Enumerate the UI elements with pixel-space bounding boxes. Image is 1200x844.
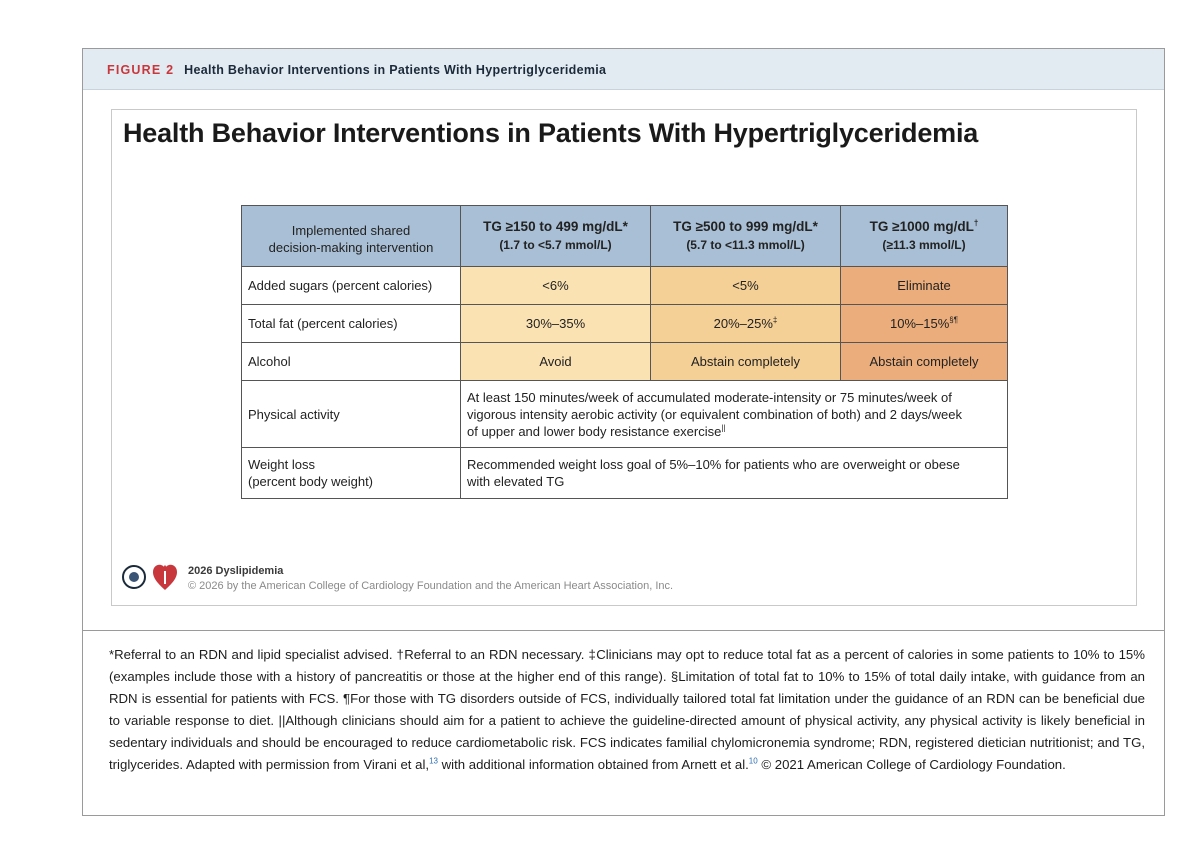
figure-number: FIGURE 2 bbox=[107, 63, 175, 77]
row-label-activity: Physical activity bbox=[242, 381, 461, 448]
weight-line1: Recommended weight loss goal of 5%–10% for patients who are overweight or obese bbox=[467, 457, 960, 472]
header-tier3-mmol: (≥11.3 mmol/L) bbox=[882, 238, 966, 252]
row-label-weight bbox=[242, 448, 461, 499]
header-tier3 bbox=[841, 206, 1008, 267]
cell-fat-tier3 bbox=[841, 305, 1008, 343]
header-tier1-mmol: (1.7 to <5.7 mmol/L) bbox=[499, 238, 612, 252]
row-label-alcohol: Alcohol bbox=[242, 343, 461, 381]
footnotes-text-part2: with additional information obtained from Arnett et al. bbox=[437, 757, 749, 772]
acc-seal-logo-icon bbox=[122, 565, 146, 589]
cell-fat-tier2-value: 20%–25% bbox=[713, 316, 773, 331]
cell-sugars-tier1: <6% bbox=[461, 267, 651, 305]
table-header-row bbox=[242, 206, 1008, 267]
row-label-sugars: Added sugars (percent calories) bbox=[242, 267, 461, 305]
reference-13-link[interactable]: 13 bbox=[429, 756, 438, 766]
activity-footnote-mark: || bbox=[721, 423, 726, 433]
table-row bbox=[242, 305, 1008, 343]
weight-label-line2: (percent body weight) bbox=[248, 474, 374, 489]
figure-panel bbox=[111, 109, 1137, 606]
row-label-fat: Total fat (percent calories) bbox=[242, 305, 461, 343]
figure-label bbox=[107, 63, 606, 77]
cell-fat-tier3-mark: §¶ bbox=[949, 315, 959, 325]
table-row bbox=[242, 343, 1008, 381]
table-row bbox=[242, 267, 1008, 305]
reference-10-link[interactable]: 10 bbox=[748, 756, 758, 766]
header-tier2-mmol: (5.7 to <11.3 mmol/L) bbox=[686, 238, 805, 252]
table-row bbox=[242, 381, 1008, 448]
header-tier1-range: TG ≥150 to 499 mg/dL* bbox=[483, 219, 628, 234]
cell-sugars-tier2: <5% bbox=[651, 267, 841, 305]
interventions-table bbox=[241, 205, 1008, 499]
weight-line2: with elevated TG bbox=[467, 474, 565, 489]
cell-sugars-tier3: Eliminate bbox=[841, 267, 1008, 305]
footnotes-text-part1: *Referral to an RDN and lipid specialist advised. †Referral to an RDN necessary. ‡Clinicians may opt to reduce total fat as a percent of calories in some patients to 10% to 15% (examples include those with a history of pancreatitis or those at the higher end of this range). §Limitation of total fat to 10% to 15% of total daily intake, with guidance from an RDN is essential for patients with FCS. ¶For those with TG disorders outside of FCS, individually tailored total fat limitation under the guidance of an RDN can be beneficial due to variable response to diet. ||Although clinicians should aim for a patient to achieve the guideline-directed amount of physical activity, any physical activity is likely beneficial in sedentary individuals and should be encouraged to reduce cardiometabolic risk. FCS indicates familial chylomicronemia syndrome; RDN, registered dietician nutritionist; and TG, triglycerides. Adapted with permission from Virani et al, bbox=[109, 647, 1145, 772]
header-tier2-range: TG ≥500 to 999 mg/dL* bbox=[673, 219, 818, 234]
header-tier1 bbox=[461, 206, 651, 267]
figure-frame bbox=[82, 48, 1165, 816]
activity-line2: vigorous intensity aerobic activity (or equivalent combination of both) and 2 days/week bbox=[467, 406, 962, 422]
cell-fat-tier2 bbox=[651, 305, 841, 343]
cell-weight-text bbox=[461, 448, 1008, 499]
activity-line1: At least 150 minutes/week of accumulated moderate-intensity or 75 minutes/week of bbox=[467, 389, 952, 405]
header-tier3-footnote-mark: † bbox=[973, 218, 979, 228]
cell-alcohol-tier3: Abstain completely bbox=[841, 343, 1008, 381]
figure-header-bar bbox=[83, 49, 1164, 90]
header-tier2 bbox=[651, 206, 841, 267]
cell-fat-tier3-value: 10%–15% bbox=[889, 316, 950, 331]
activity-line3: of upper and lower body resistance exercise bbox=[467, 423, 722, 439]
weight-label-line1: Weight loss bbox=[248, 457, 315, 472]
figure-caption-title: Health Behavior Interventions in Patients With Hypertriglyceridemia bbox=[184, 63, 607, 77]
aha-heart-torch-logo-icon bbox=[152, 562, 178, 592]
header-tier3-range: TG ≥1000 mg/dL bbox=[869, 219, 974, 234]
table-row bbox=[242, 448, 1008, 499]
cell-alcohol-tier1: Avoid bbox=[461, 343, 651, 381]
header-intervention-line2: decision-making intervention bbox=[268, 239, 434, 255]
header-intervention bbox=[242, 206, 461, 267]
figure-footnotes bbox=[109, 644, 1145, 776]
cell-fat-tier2-mark: ‡ bbox=[772, 315, 778, 325]
credit-title: 2026 Dyslipidemia bbox=[188, 565, 284, 577]
cell-activity-text bbox=[461, 381, 1008, 448]
header-intervention-line1: Implemented shared bbox=[291, 222, 411, 238]
cell-fat-tier1: 30%–35% bbox=[461, 305, 651, 343]
credit-copyright: © 2026 by the American College of Cardiology Foundation and the American Heart Association, Inc. bbox=[188, 580, 674, 592]
panel-title: Health Behavior Interventions in Patients With Hypertriglyceridemia bbox=[123, 118, 979, 148]
footnotes-text-part3: © 2021 American College of Cardiology Foundation. bbox=[757, 757, 1066, 772]
caption-divider bbox=[83, 630, 1164, 631]
cell-alcohol-tier2: Abstain completely bbox=[651, 343, 841, 381]
